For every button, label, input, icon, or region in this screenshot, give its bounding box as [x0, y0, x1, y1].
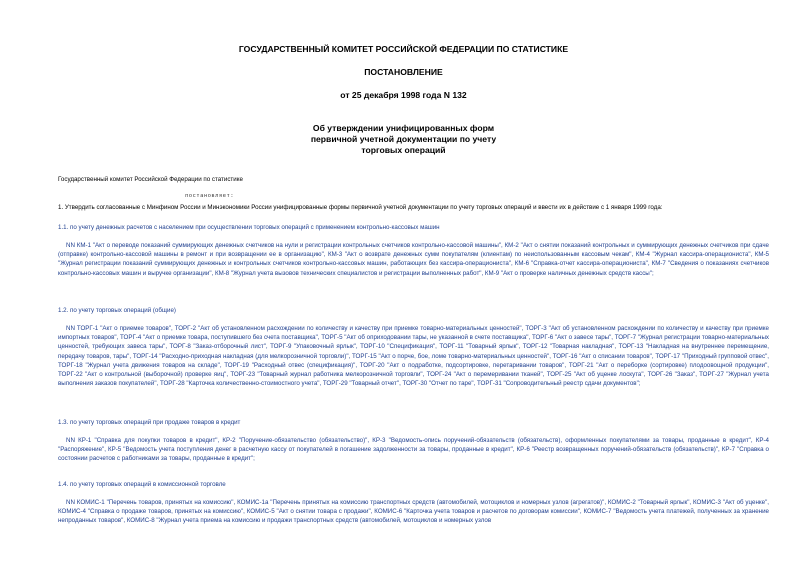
section-1-2[interactable]: 1.2. по учету торговых операций (общие): [58, 307, 176, 314]
decree-word: постановляет:: [185, 193, 234, 199]
committee-heading: ГОСУДАРСТВЕННЫЙ КОМИТЕТ РОССИЙСКОЙ ФЕДЕРАЦИИ ПО СТАТИСТИКЕ: [238, 44, 569, 54]
title-line-2: первичной учетной документации по учету: [310, 134, 497, 144]
issuer-text: Государственный комитет Российской Федерации по статистике: [58, 176, 243, 183]
item-1: 1. Утвердить согласованные с Минфином России и Минэкономики России унифицированные формы первичной учетной документации по учету торговых операций и ввести их в действие с 1 января 1999 года:: [58, 204, 663, 211]
section-1-3[interactable]: 1.3. по учету торговых операций при продаже товаров в кредит: [58, 419, 241, 426]
section-1-1[interactable]: 1.1. по учету денежных расчетов с населением при осуществлении торговых операций с применением контрольно-кассовых машин: [58, 224, 440, 231]
section-1-4[interactable]: 1.4. по учету торговых операций в комиссионной торговле: [58, 481, 226, 488]
title-line-3: торговых операций: [361, 145, 446, 155]
date-number: от 25 декабря 1998 года N 132: [340, 90, 467, 100]
document-type: ПОСТАНОВЛЕНИЕ: [364, 67, 443, 77]
paragraph-1-1[interactable]: NN КМ-1 "Акт о переводе показаний суммирующих денежных счетчиков на нули и регистрации контрольных счетчиков контрольно-кассовой машины", КМ-2 "Акт о снятии показаний контрольных и суммирующих денежных счетчиков при сдаче (отправке) контрольно-кассовой машины в ремонт и при возвращении ее в организацию", КМ-3 "Акт о возврате денежных сумм покупателям (клиентам) по неиспользованным кассовым чекам", КМ-4 "Журнал кассира-операциониста", КМ-5 "Журнал регистрации показаний суммирующих денежных и контрольных счетчиков контрольно-кассовых машин, работающих без кассира-операциониста", КМ-6 "Справка-отчет кассира-операциониста", КМ-7 "Сведения о показаниях счетчиков контрольно-кассовых машин и выручке организации", КМ-8 "Журнал учета вызовов технических специалистов и регистрации выполненных работ", КМ-9 "Акт о проверке наличных денежных средств кассы";: [58, 242, 769, 277]
title-line-1: Об утверждении унифицированных форм: [312, 123, 495, 133]
paragraph-1-2[interactable]: NN ТОРГ-1 "Акт о приемке товаров", ТОРГ-2 "Акт об установленном расхождении по количеству и качеству при приемке товарно-материальных ценностей", ТОРГ-3 "Акт об установленном расхождении по количеству и качеству при приемке импортных товаров", ТОРГ-4 "Акт о приемке товара, поступившего без счета поставщика", ТОРГ-5 "Акт об оприходовании тары, не указанной в счете поставщика", ТОРГ-6 "Акт о завесе тары", ТОРГ-7 "Журнал регистрации товарно-материальных ценностей, требующих завеса тары", ТОРГ-8 "Заказ-отборочный лист", ТОРГ-9 "Упаковочный ярлык", ТОРГ-10 "Спецификация", ТОРГ-11 "Товарный ярлык", ТОРГ-12 "Товарная накладная", ТОРГ-13 "Накладная на внутреннее перемещение, передачу товаров, тары", ТОРГ-14 "Расходно-приходная накладная (для мелкорозничной торговли)", ТОРГ-15 "Акт о порче, бое, ломе товарно-материальных ценностей", ТОРГ-16 "Акт о списании товаров", ТОРГ-17 "Приходный групповой отвес", ТОРГ-18 "Журнал учета движения товаров на складе", ТОРГ-19 "Расходный отвес (спецификация)", ТОРГ-20 "Акт о подработке, подсортировке, перетаривании товаров", ТОРГ-21 "Акт о переборке (сортировке) плодоовощной продукции", ТОРГ-22 "Акт о контрольной (выборочной) проверке яиц", ТОРГ-23 "Товарный журнал работника мелкорозничной торговли", ТОРГ-24 "Акт о перемеривании тканей", ТОРГ-25 "Акт об уценке лоскута", ТОРГ-26 "Заказ", ТОРГ-27 "Журнал учета выполнения заказов покупателей", ТОРГ-28 "Карточка количественно-стоимостного учета", ТОРГ-29 "Товарный отчет", ТОРГ-30 "Отчет по таре", ТОРГ-31 "Сопроводительный реестр сдачи документов";: [58, 325, 769, 388]
paragraph-1-3[interactable]: NN КР-1 "Справка для покупки товаров в кредит", КР-2 "Поручение-обязательство (обязательство)", КР-3 "Ведомость-опись поручений-обязательств (обязательств), оформленных покупателями за товары, проданные в кредит", КР-4 "Распоряжение", КР-5 "Ведомость учета поступления денег в расчетную кассу от покупателей в погашение задолженности за товары, проданные в кредит", КР-6 "Реестр возвращенных поручений-обязательств (обязательств)", КР-7 "Справка о состоянии расчетов с работниками за товары, проданные в кредит";: [58, 437, 769, 463]
paragraph-1-4[interactable]: NN КОМИС-1 "Перечень товаров, принятых на комиссию", КОМИС-1а "Перечень принятых на комиссию транспортных средств (автомобилей, мотоциклов и номерных узлов (агрегатов)", КОМИС-2 "Товарный ярлык", КОМИС-3 "Акт об уценке", КОМИС-4 "Справка о продаже товаров, принятых на комиссию", КОМИС-5 "Акт о снятии товара с продажи", КОМИС-6 "Карточка учета товаров и расчетов по договорам комиссии", КОМИС-7 "Ведомость учета платежей, полученных за хранение непроданных товаров", КОМИС-8 "Журнал учета приема на комиссию и продажи транспортных средств (автомобилей, мотоциклов и номерных узлов: [58, 499, 769, 525]
